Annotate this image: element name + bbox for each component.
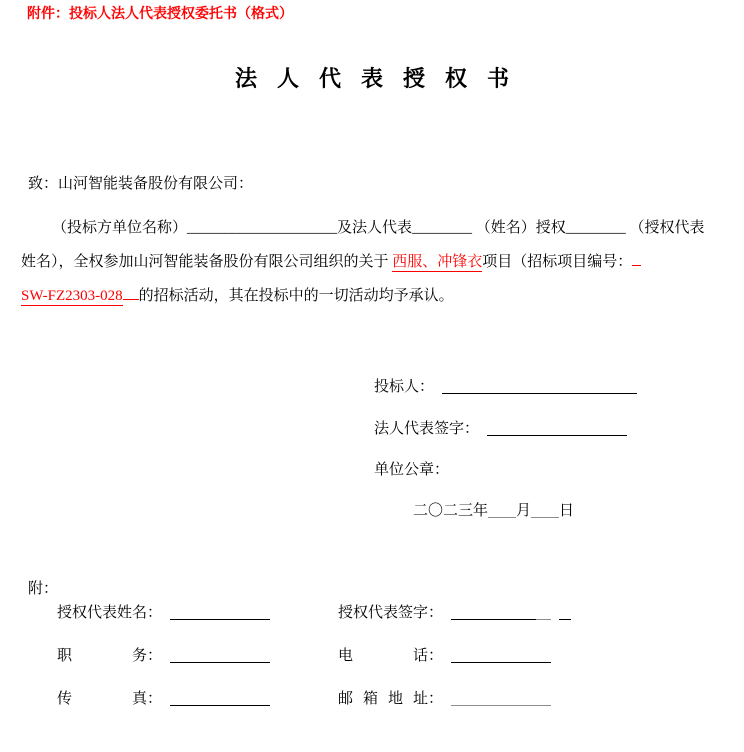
paragraph-red: 西服、冲锋衣 — [392, 254, 483, 270]
auth-rep-sign-blank-tail — [559, 606, 571, 620]
fax-label: 传真 — [57, 691, 147, 707]
date-day-label: 日 — [559, 503, 575, 519]
legal-rep-sign-blank-line — [487, 422, 627, 436]
attachment-note: 附件：投标人法人代表授权委托书（格式） — [27, 5, 293, 21]
auth-rep-sign-blank-tail-gray — [536, 606, 551, 620]
paragraph-text: （投标方单位名称）____________________及法人代表________ （姓名）授权________ （授权代表 — [52, 220, 705, 236]
date-month-blank — [488, 504, 516, 518]
position-blank-line — [170, 649, 270, 663]
position-label: 职务 — [57, 648, 147, 664]
paragraph-text: 姓名），全权参加山河智能装备股份有限公司组织的关于 — [21, 254, 393, 270]
legal-rep-sign-label: 法人代表签字： — [374, 421, 480, 437]
phone-blank-line — [451, 649, 551, 663]
phone-field — [338, 644, 551, 665]
email-label: 邮箱地址 — [338, 691, 428, 707]
auth-rep-name-field — [57, 601, 270, 622]
legal-rep-sign-line — [374, 417, 627, 438]
position-field — [57, 644, 270, 665]
appendix-row — [0, 687, 744, 709]
company-seal-label: 单位公章： — [374, 462, 450, 478]
phone-label: 电话 — [338, 648, 428, 664]
email-blank-line — [451, 692, 551, 706]
addressee-line: 致：山河智能装备股份有限公司： — [28, 176, 254, 192]
date-month-label: 月 — [516, 503, 532, 519]
paragraph-text: 的招标活动，其在投标中的一切活动均予承认。 — [138, 288, 454, 304]
colon: ： — [428, 691, 444, 707]
document-title: 法人代表授权书 — [234, 66, 529, 91]
authorization-paragraph — [21, 211, 739, 313]
paragraph-red: SW-FZ2303-028 — [21, 288, 123, 304]
colon: ： — [147, 605, 163, 621]
paragraph-text: 项目（招标项目编号： — [482, 254, 633, 270]
auth-rep-name-label: 授权代表姓名 — [57, 605, 148, 621]
paragraph-red-blank-sm — [632, 253, 641, 266]
auth-rep-name-blank-line — [170, 606, 270, 620]
bidder-line — [374, 375, 637, 396]
date-year-text: 二〇二三年 — [413, 503, 489, 519]
colon: ： — [428, 648, 444, 664]
appendix-row — [0, 644, 744, 666]
date-day-blank — [531, 504, 559, 518]
date-line — [413, 499, 574, 520]
colon: ： — [428, 605, 444, 621]
bidder-label: 投标人： — [374, 379, 435, 395]
auth-rep-sign-field — [338, 601, 571, 622]
email-field — [338, 687, 551, 708]
appendix-row — [0, 601, 744, 623]
fax-field — [57, 687, 270, 708]
auth-rep-sign-label: 授权代表签字 — [338, 605, 429, 621]
auth-rep-sign-blank-line — [451, 606, 536, 620]
fax-blank-line — [170, 692, 270, 706]
colon: ： — [147, 648, 163, 664]
bidder-blank-line — [442, 380, 637, 394]
appendix-heading: 附： — [28, 581, 59, 597]
paragraph-red-blank — [123, 287, 139, 300]
colon: ： — [147, 691, 163, 707]
company-seal-line — [374, 458, 449, 479]
